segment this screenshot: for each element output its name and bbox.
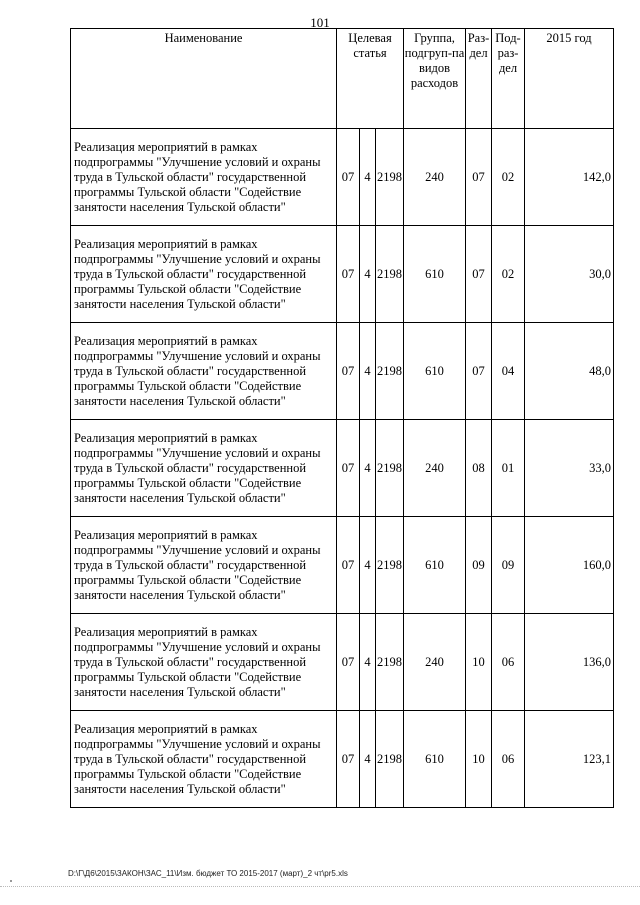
row-subsection: 04 (492, 323, 525, 420)
row-target-code-1: 07 (337, 420, 360, 517)
row-target-code-2: 4 (360, 614, 376, 711)
row-subsection: 06 (492, 614, 525, 711)
row-subsection: 01 (492, 420, 525, 517)
row-amount: 48,0 (525, 323, 614, 420)
row-target-code-3: 2198 (376, 420, 404, 517)
row-section: 07 (466, 226, 492, 323)
row-name: Реализация мероприятий в рамках подпрограммы "Улучшение условий и охраны труда в Тульской области" государственной программы Тульской области "Содействие занятости населения Тульской области" (71, 420, 337, 517)
row-section: 07 (466, 129, 492, 226)
row-target-code-3: 2198 (376, 711, 404, 808)
row-target-code-1: 07 (337, 129, 360, 226)
row-expense-group: 240 (404, 129, 466, 226)
table-row (71, 420, 614, 517)
row-target-code-3: 2198 (376, 614, 404, 711)
row-amount: 160,0 (525, 517, 614, 614)
row-target-code-2: 4 (360, 226, 376, 323)
scan-artifact-line (0, 886, 640, 888)
row-target-code-3: 2198 (376, 323, 404, 420)
row-expense-group: 610 (404, 226, 466, 323)
row-section: 09 (466, 517, 492, 614)
row-section: 10 (466, 614, 492, 711)
row-target-code-3: 2198 (376, 226, 404, 323)
header-expense-group: Группа, подгруп-па видов расходов (404, 29, 466, 129)
row-subsection: 06 (492, 711, 525, 808)
header-subsection: Под-раз-дел (492, 29, 525, 129)
table-row (71, 129, 614, 226)
row-target-code-2: 4 (360, 517, 376, 614)
row-section: 10 (466, 711, 492, 808)
row-expense-group: 610 (404, 323, 466, 420)
row-target-code-2: 4 (360, 711, 376, 808)
row-name: Реализация мероприятий в рамках подпрограммы "Улучшение условий и охраны труда в Тульской области" государственной программы Тульской области "Содействие занятости населения Тульской области" (71, 711, 337, 808)
row-target-code-3: 2198 (376, 129, 404, 226)
scan-artifact-mark (10, 880, 12, 882)
row-amount: 33,0 (525, 420, 614, 517)
row-expense-group: 240 (404, 614, 466, 711)
row-target-code-2: 4 (360, 129, 376, 226)
row-amount: 142,0 (525, 129, 614, 226)
header-name: Наименование (71, 29, 337, 129)
row-target-code-1: 07 (337, 711, 360, 808)
file-path-footer: D:\Г\Д6\2015\ЗАКОН\ЗАС_11\Изм. бюджет ТО 2015-2017 (март)_2 чт\pr5.xls (68, 869, 348, 878)
row-target-code-3: 2198 (376, 517, 404, 614)
header-section: Раз-дел (466, 29, 492, 129)
row-section: 07 (466, 323, 492, 420)
table-row (71, 517, 614, 614)
budget-table (70, 28, 614, 808)
row-name: Реализация мероприятий в рамках подпрограммы "Улучшение условий и охраны труда в Тульской области" государственной программы Тульской области "Содействие занятости населения Тульской области" (71, 323, 337, 420)
row-name: Реализация мероприятий в рамках подпрограммы "Улучшение условий и охраны труда в Тульской области" государственной программы Тульской области "Содействие занятости населения Тульской области" (71, 226, 337, 323)
row-subsection: 02 (492, 129, 525, 226)
row-target-code-2: 4 (360, 323, 376, 420)
row-name: Реализация мероприятий в рамках подпрограммы "Улучшение условий и охраны труда в Тульской области" государственной программы Тульской области "Содействие занятости населения Тульской области" (71, 614, 337, 711)
row-target-code-1: 07 (337, 614, 360, 711)
row-target-code-1: 07 (337, 226, 360, 323)
row-target-code-1: 07 (337, 517, 360, 614)
header-target-article: Целевая статья (337, 29, 404, 129)
row-expense-group: 610 (404, 517, 466, 614)
row-name: Реализация мероприятий в рамках подпрограммы "Улучшение условий и охраны труда в Тульской области" государственной программы Тульской области "Содействие занятости населения Тульской области" (71, 517, 337, 614)
row-amount: 136,0 (525, 614, 614, 711)
row-target-code-1: 07 (337, 323, 360, 420)
row-subsection: 02 (492, 226, 525, 323)
table-row (71, 614, 614, 711)
row-expense-group: 610 (404, 711, 466, 808)
row-section: 08 (466, 420, 492, 517)
table-header-row (71, 29, 614, 129)
row-subsection: 09 (492, 517, 525, 614)
table-row (71, 711, 614, 808)
header-year-2015: 2015 год (525, 29, 614, 129)
row-name: Реализация мероприятий в рамках подпрограммы "Улучшение условий и охраны труда в Тульской области" государственной программы Тульской области "Содействие занятости населения Тульской области" (71, 129, 337, 226)
page-number: 101 (310, 15, 330, 30)
row-expense-group: 240 (404, 420, 466, 517)
row-amount: 30,0 (525, 226, 614, 323)
row-amount: 123,1 (525, 711, 614, 808)
table-row (71, 323, 614, 420)
table-row (71, 226, 614, 323)
row-target-code-2: 4 (360, 420, 376, 517)
